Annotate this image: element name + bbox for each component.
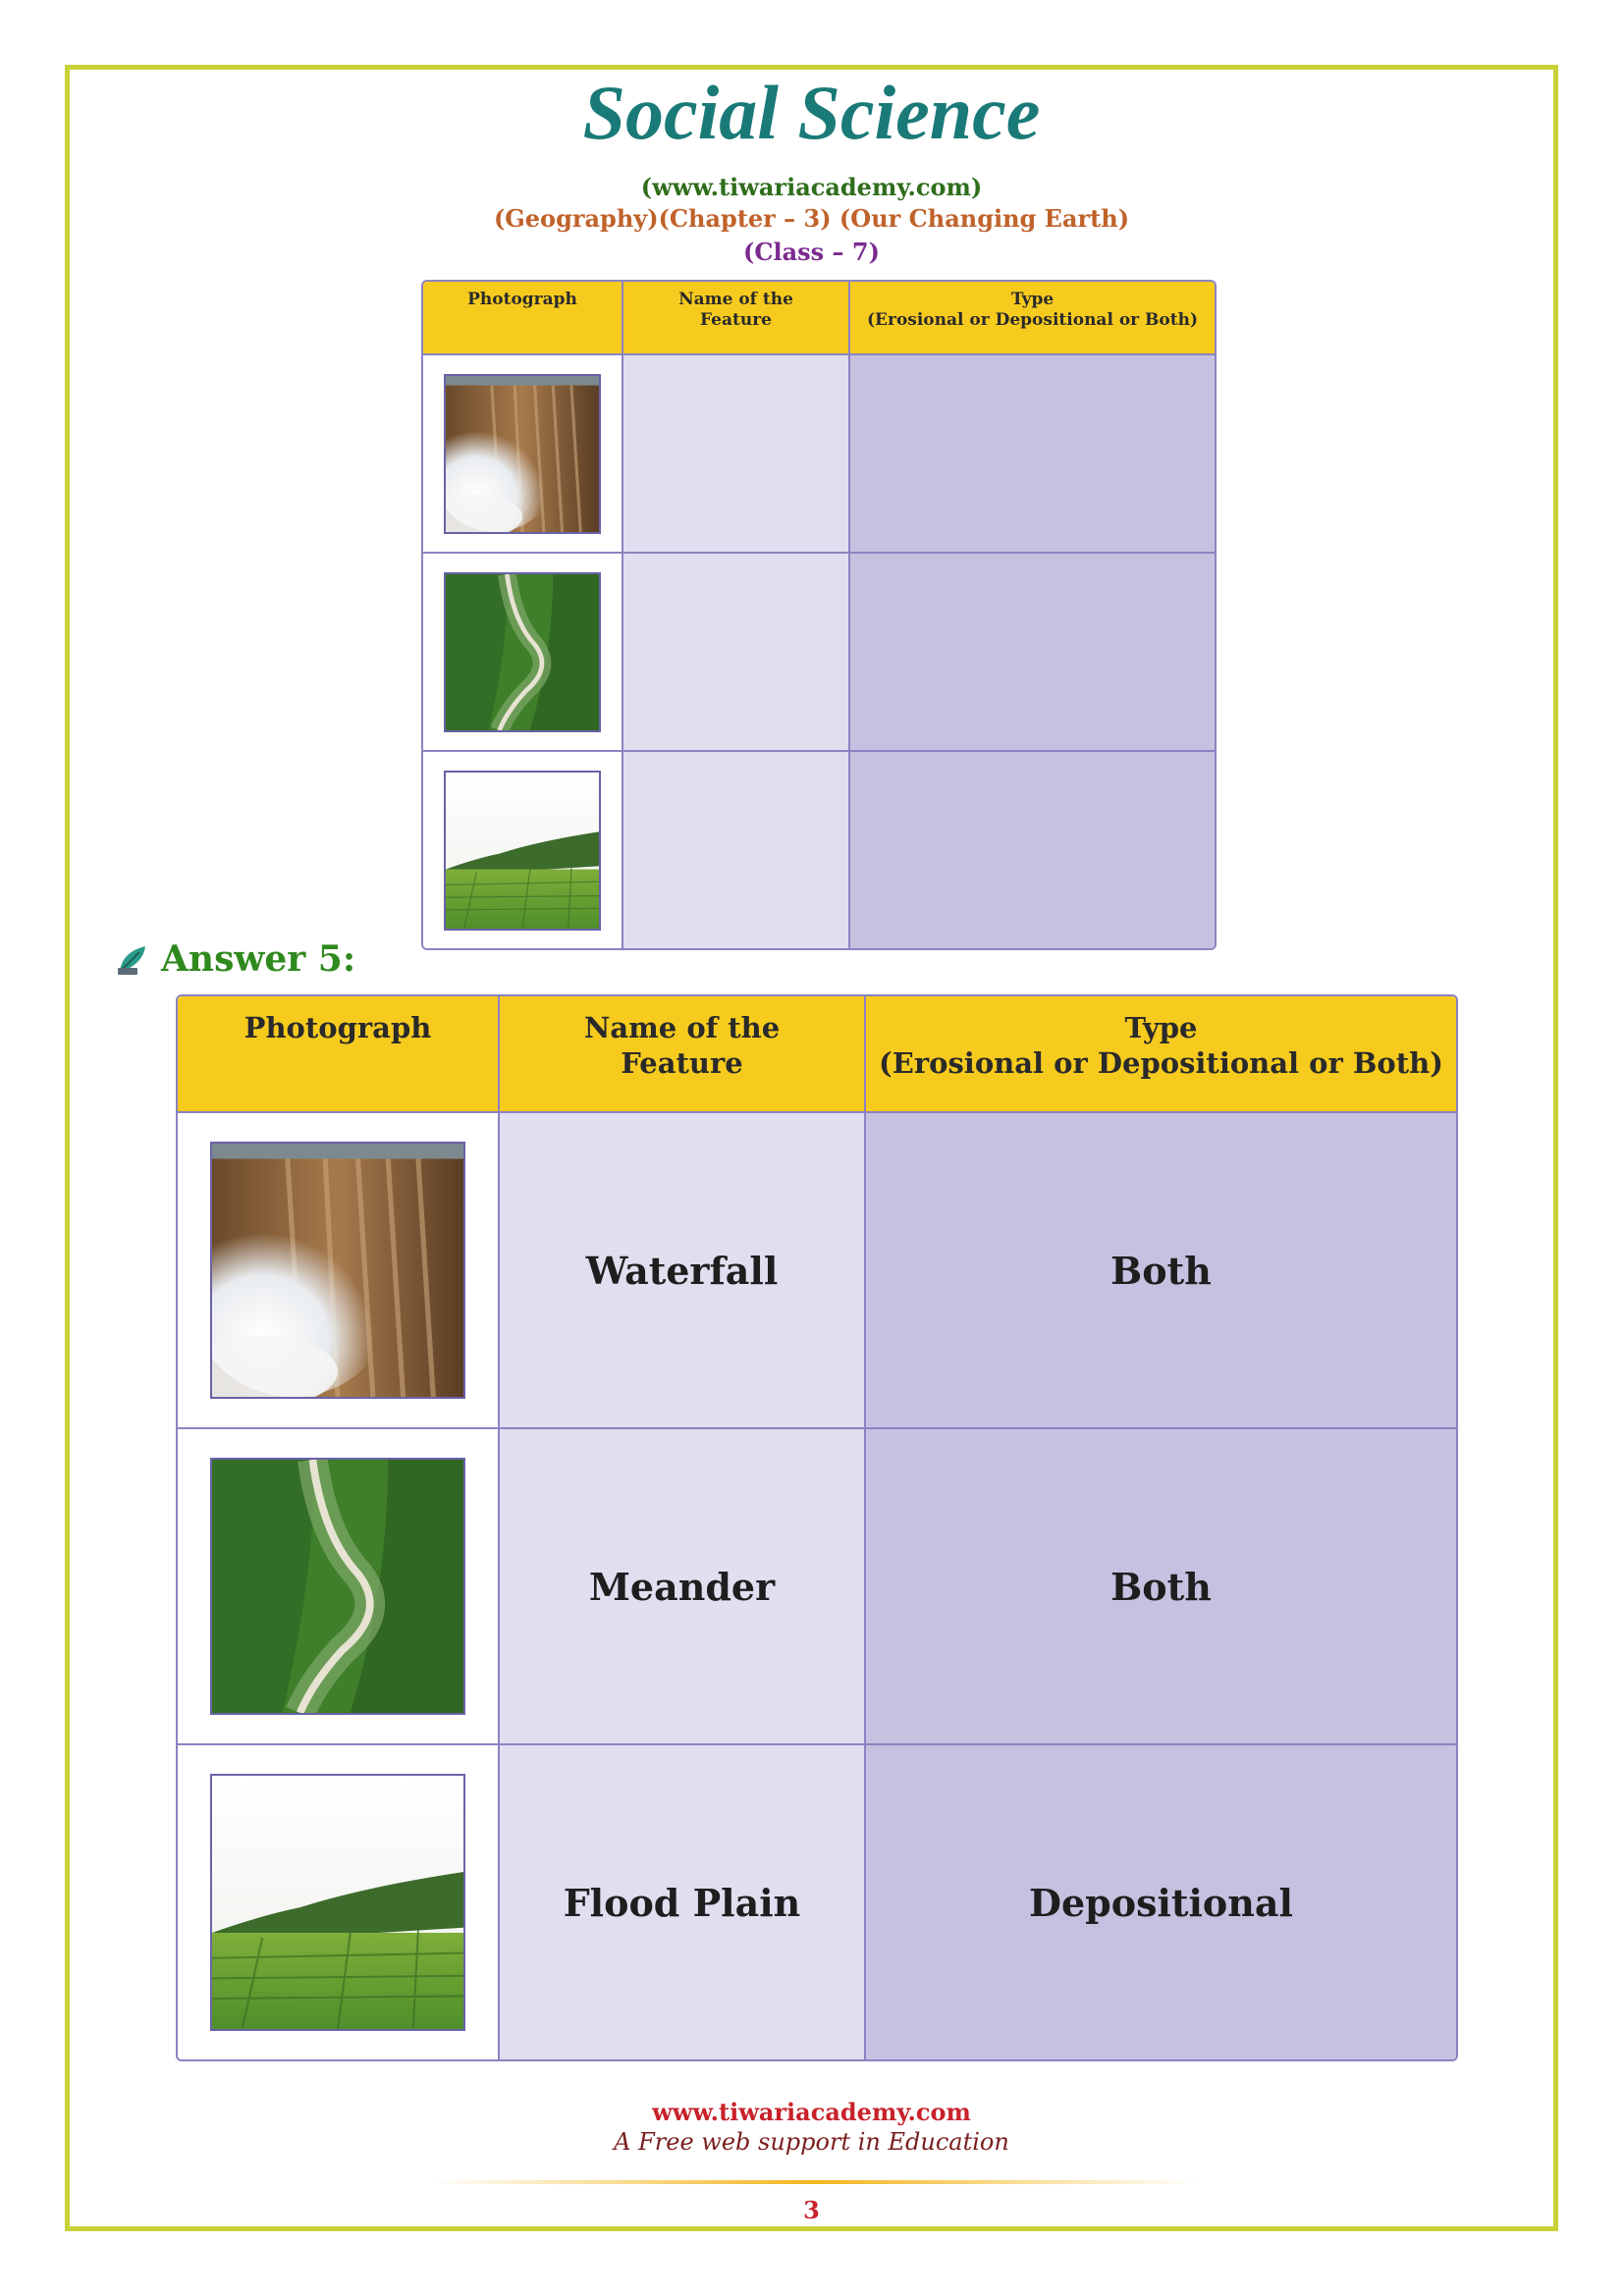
- page-title: Social Science: [582, 70, 1041, 155]
- feature-type-cell: Both: [866, 1427, 1456, 1743]
- feature-type-cell: [850, 750, 1215, 948]
- feature-type-cell: [850, 353, 1215, 552]
- flood-plain-photo: [444, 771, 601, 931]
- photo-cell: [423, 552, 623, 750]
- photo-cell: [178, 1427, 500, 1743]
- waterfall-photo: [210, 1142, 465, 1399]
- feature-name-cell: Flood Plain: [500, 1743, 866, 2059]
- answer-table: [176, 994, 1458, 2061]
- feature-type-cell: Both: [866, 1111, 1456, 1427]
- chapter-line: (Geography)(Chapter – 3) (Our Changing Earth): [493, 204, 1130, 233]
- page-number: 3: [803, 2196, 820, 2224]
- footer-site-link[interactable]: www.tiwariacademy.com: [652, 2098, 971, 2126]
- answer-heading-text: Answer 5:: [161, 938, 356, 980]
- table-header-row: [423, 282, 1215, 353]
- footer-divider: [432, 2180, 1198, 2184]
- header-type: Type (Erosional or Depositional or Both): [850, 282, 1215, 353]
- feature-type-cell: [850, 552, 1215, 750]
- waterfall-photo: [444, 374, 601, 534]
- flood-plain-photo: [210, 1774, 465, 2031]
- header-feature-name: Name of the Feature: [623, 282, 850, 353]
- footer-tagline: A Free web support in Education: [614, 2128, 1009, 2156]
- header-photograph: Photograph: [423, 282, 623, 353]
- question-table: [421, 280, 1217, 950]
- table-row: [178, 1427, 1456, 1743]
- feature-name-cell: Meander: [500, 1427, 866, 1743]
- header-photograph: Photograph: [178, 996, 500, 1111]
- table-row: [178, 1111, 1456, 1427]
- feature-name-cell: [623, 750, 850, 948]
- table-row: [423, 750, 1215, 948]
- photo-cell: [423, 353, 623, 552]
- feature-name-cell: [623, 552, 850, 750]
- site-url: (www.tiwariacademy.com): [640, 173, 983, 201]
- table-row: [178, 1743, 1456, 2059]
- table-header-row: [178, 996, 1456, 1111]
- meander-photo: [444, 572, 601, 732]
- answer-heading: [116, 938, 355, 980]
- feature-name-cell: Waterfall: [500, 1111, 866, 1427]
- meander-photo: [210, 1458, 465, 1715]
- class-line: (Class – 7): [743, 238, 880, 266]
- table-row: [423, 552, 1215, 750]
- leaf-pen-icon: [116, 942, 151, 976]
- feature-name-cell: [623, 353, 850, 552]
- table-row: [423, 353, 1215, 552]
- photo-cell: [178, 1743, 500, 2059]
- header-type: Type (Erosional or Depositional or Both): [866, 996, 1456, 1111]
- feature-type-cell: Depositional: [866, 1743, 1456, 2059]
- photo-cell: [423, 750, 623, 948]
- photo-cell: [178, 1111, 500, 1427]
- header-feature-name: Name of the Feature: [500, 996, 866, 1111]
